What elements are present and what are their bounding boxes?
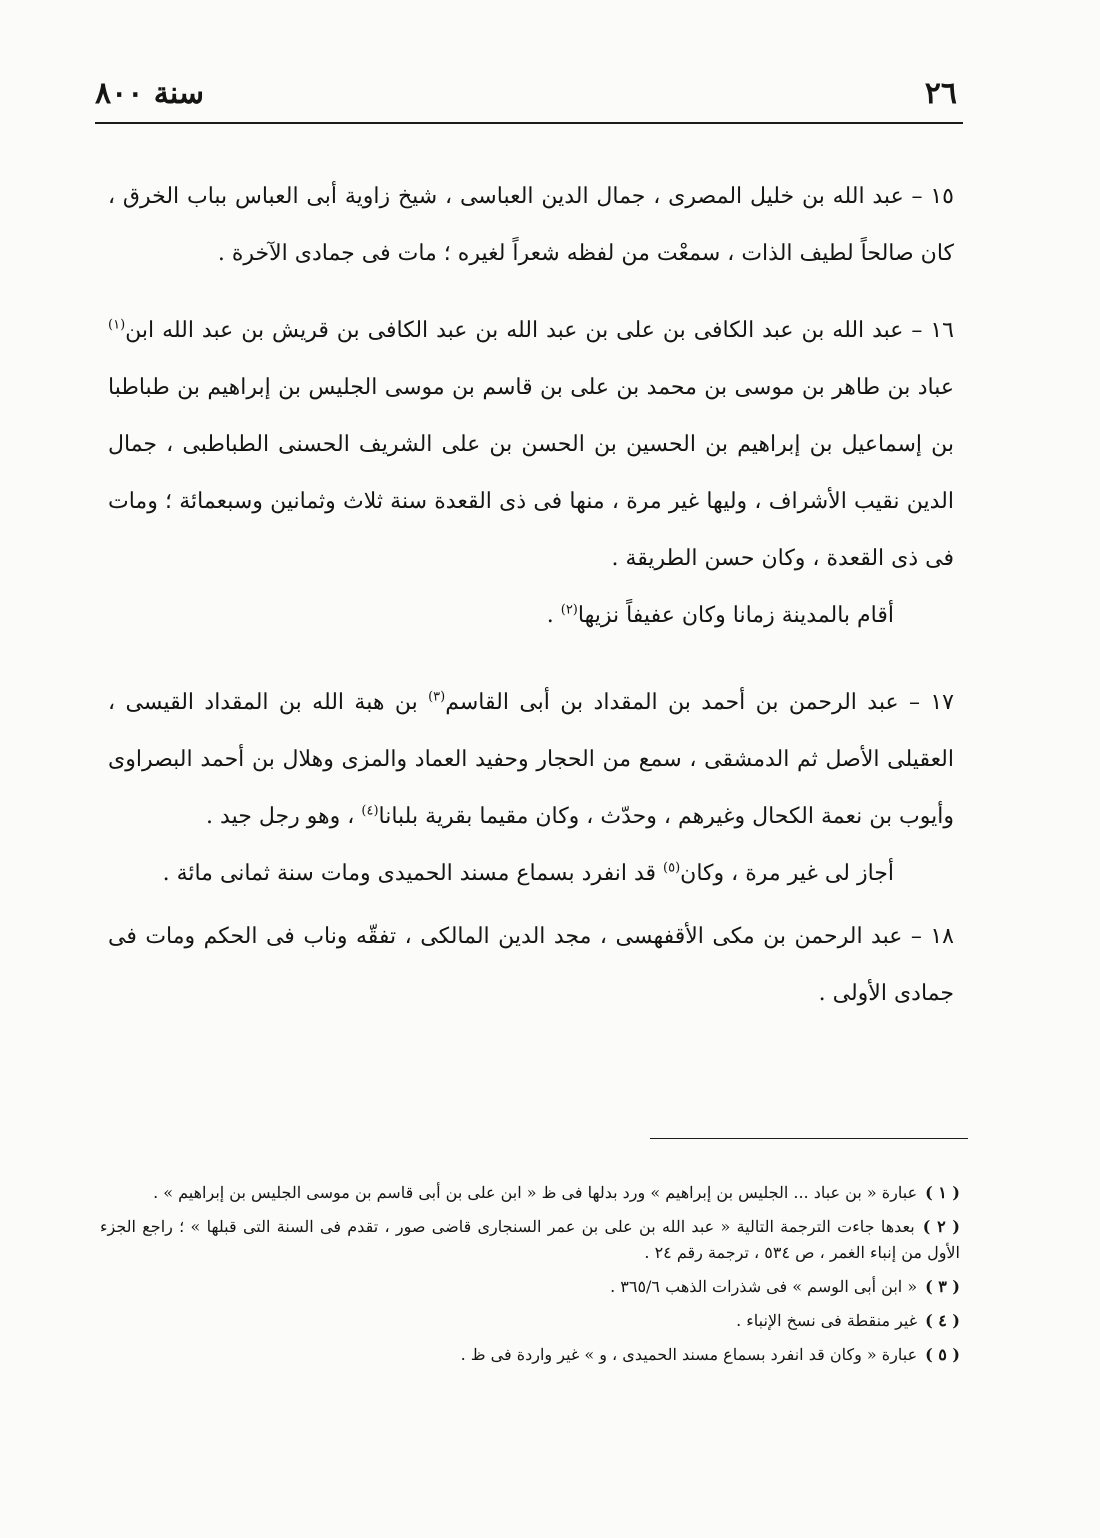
footnote-ref[interactable]: (٥) bbox=[663, 860, 681, 876]
footnote-text: بعدها جاءت الترجمة التالية « عبد الله بن على بن عمر السنجارى قاضى صور ، تقدم فى السنة التى قبلها » ؛ راجع الجزء الأول من إنباء الغمر ، ص ٥٣٤ ، ترجمة رقم ٢٤ . bbox=[100, 1217, 960, 1262]
running-header bbox=[95, 68, 957, 118]
entry-text: ١٧ – عبد الرحمن بن أحمد بن المقداد بن أبى القاسم bbox=[445, 690, 954, 715]
note-text: أجاز لى غير مرة ، وكان bbox=[680, 861, 894, 886]
footnote-text: عبارة « وكان قد انفرد بسماع مسند الحميدى ، و » غير واردة فى ظ . bbox=[460, 1345, 918, 1364]
footnotes bbox=[100, 1180, 960, 1376]
entry-text: ١٥ – عبد الله بن خليل المصرى ، جمال الدين العباسى ، شيخ زاوية أبى العباس بباب الخرق ، كان صالحاً لطيف الذات ، سمعْت من لفظه شعراً لغيره ؛ مات فى جمادى الآخرة . bbox=[108, 184, 954, 266]
footnote-number: ( ٢ ) bbox=[922, 1217, 961, 1236]
footnote-divider bbox=[650, 1138, 968, 1139]
entry-17 bbox=[108, 674, 954, 845]
entry-text: ، وهو رجل جيد . bbox=[206, 804, 362, 829]
footnote-3 bbox=[100, 1274, 960, 1300]
footnote-number: ( ١ ) bbox=[925, 1183, 960, 1202]
note-text: قد انفرد بسماع مسند الحميدى ومات سنة ثمانى مائة . bbox=[162, 861, 664, 886]
entry-17-note bbox=[108, 845, 954, 902]
entry-text: بن هبة الله بن المقداد القيسى ، العقيلى الأصل ثم الدمشقى ، سمع من الحجار وحفيد العماد والمزى وهلال بن أحمد البصراوى وأيوب بن نعمة الكحال وغيرهم ، وحدّث ، وكان مقيما بقرية بلبانا bbox=[108, 690, 954, 829]
footnote-number: ( ٣ ) bbox=[925, 1277, 960, 1296]
footnote-1 bbox=[100, 1180, 960, 1206]
footnote-5 bbox=[100, 1342, 960, 1368]
footnote-number: ( ٤ ) bbox=[925, 1311, 960, 1330]
entry-18 bbox=[108, 908, 954, 1022]
entry-text: ١٦ – عبد الله بن عبد الكافى بن على بن عبد الله بن عبد الكافى بن قريش بن عبد الله ابن bbox=[125, 318, 954, 343]
page-number: ٢٦ bbox=[924, 75, 957, 111]
entry-16 bbox=[108, 302, 954, 587]
footnote-4 bbox=[100, 1308, 960, 1334]
footnote-ref[interactable]: (٣) bbox=[428, 689, 446, 705]
note-text: . bbox=[546, 603, 561, 628]
footnote-2 bbox=[100, 1214, 960, 1266]
main-text bbox=[108, 168, 954, 1022]
footnote-text: « ابن أبى الوسم » فى شذرات الذهب ٣٦٥/٦ . bbox=[610, 1277, 918, 1296]
footnote-text: غير منقطة فى نسخ الإنباء . bbox=[736, 1311, 918, 1330]
footnote-number: ( ٥ ) bbox=[925, 1345, 960, 1364]
year-title: سنة ٨٠٠ bbox=[95, 75, 205, 111]
note-text: أقام بالمدينة زمانا وكان عفيفاً نزيها bbox=[577, 603, 894, 628]
footnote-ref[interactable]: (١) bbox=[108, 317, 126, 333]
footnote-ref[interactable]: (٢) bbox=[560, 602, 578, 618]
header-divider bbox=[95, 122, 963, 124]
footnote-ref[interactable]: (٤) bbox=[361, 803, 379, 819]
entry-16-note bbox=[108, 587, 954, 644]
entry-text: عباد بن طاهر بن موسى بن محمد بن على بن قاسم بن موسى الجليس بن إبراهيم بن طباطبا بن إسماعيل بن إبراهيم بن الحسين بن الحسن بن على الشريف الحسنى الطباطبى ، جمال الدين نقيب الأشراف ، وليها غير مرة ، منها فى ذى القعدة سنة ثلاث وثمانين وسبعمائة ؛ ومات فى ذى القعدة ، وكان حسن الطريقة . bbox=[108, 375, 954, 571]
entry-text: ١٨ – عبد الرحمن بن مكى الأقفهسى ، مجد الدين المالكى ، تفقّه وناب فى الحكم ومات فى جمادى الأولى . bbox=[108, 924, 954, 1006]
footnote-text: عبارة « بن عباد ... الجليس بن إبراهيم » ورد بدلها فى ظ « ابن على بن أبى قاسم بن موسى الجليس بن إبراهيم » . bbox=[153, 1183, 918, 1202]
entry-15 bbox=[108, 168, 954, 282]
